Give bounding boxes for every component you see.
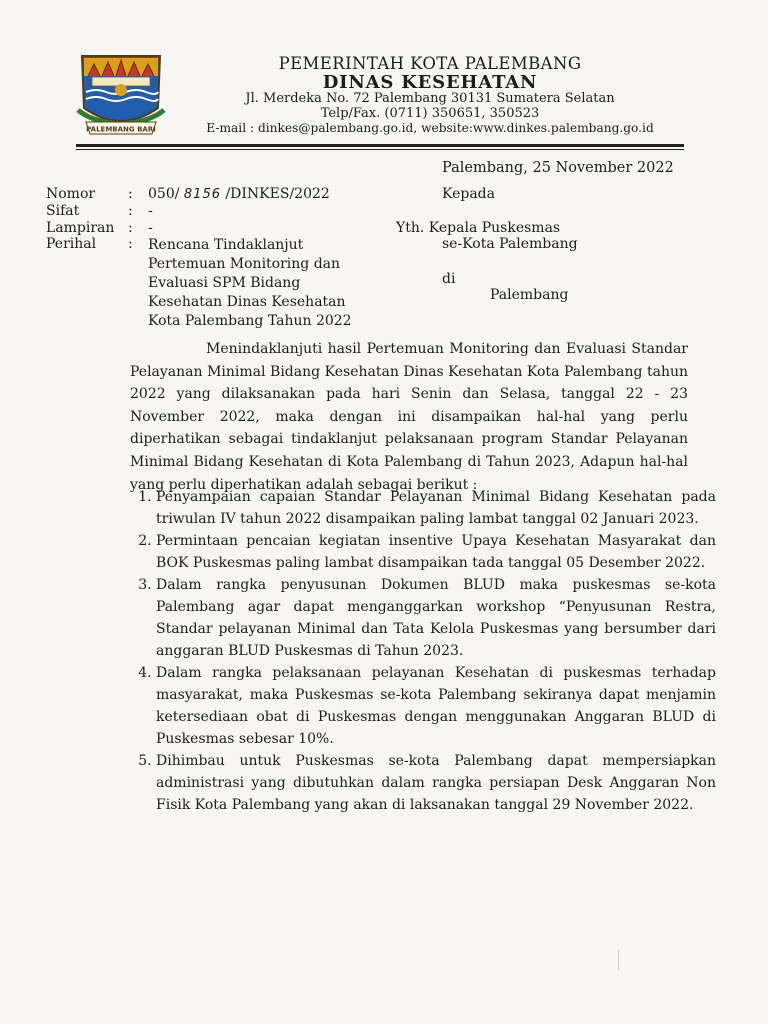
nomor-value (148, 186, 330, 202)
letterhead-contact: E-mail : dinkes@palembang.go.id, website:www.dinkes.palembang.go.id (206, 121, 654, 135)
lampiran-value: - (148, 220, 153, 236)
letterhead-telfax: Telp/Fax. (0711) 350651, 350523 (320, 106, 540, 121)
letterhead-department: DINAS KESEHATAN (322, 72, 538, 93)
list-item: 1. Penyampaian capaian Standar Pelayanan Minimal Bidang Kesehatan pada triwulan IV tahun 2022 disampaikan paling lambat tanggal 02 Januari 2023. (156, 486, 716, 530)
list-item: 5. Dihimbau untuk Puskesmas se-kota Palembang dapat mempersiapkan administrasi yang dibutuhkan dalam rangka persiapan Desk Anggaran Non Fisik Kota Palembang yang akan di laksanakan tanggal 29 November 2022. (156, 750, 716, 816)
recipient-group: se-Kota Palembang (442, 236, 578, 252)
letterhead-address: Jl. Merdeka No. 72 Palembang 30131 Sumatera Selatan (245, 91, 615, 106)
sifat-label: Sifat (46, 203, 80, 219)
sifat-value: - (148, 203, 153, 219)
recipient-yth: Yth. Kepala Puskesmas (396, 220, 561, 236)
letterhead-divider-thick (76, 144, 684, 147)
perihal-subject (148, 236, 352, 331)
recipient-city: Palembang (490, 287, 569, 303)
nomor-colon: : (128, 186, 133, 202)
letterhead-divider-thin (76, 149, 684, 150)
perihal-colon: : (128, 236, 133, 252)
lampiran-colon: : (128, 220, 133, 236)
lampiran-label: Lampiran (46, 220, 115, 236)
points-list (130, 486, 716, 816)
nomor-handwritten: 8156 (183, 187, 221, 202)
list-item: 3. Dalam rangka penyusunan Dokumen BLUD maka puskesmas se-kota Palembang agar dapat menganggarkan workshop “Penyusunan Restra, Standar pelayanan Minimal dan Tata Kelola Puskesmas yang bersumber dari anggaran BLUD Puskesmas di Tahun 2023. (156, 574, 716, 662)
recipient-di: di (442, 271, 456, 287)
list-item: 2. Permintaan pencaian kegiatan insentive Upaya Kesehatan Masyarakat dan BOK Puskesmas paling lambat disampaikan tada tanggal 05 Desember 2022. (156, 530, 716, 574)
perihal-line: Kota Palembang Tahun 2022 (148, 313, 352, 329)
recipient-kepada: Kepada (442, 186, 495, 202)
perihal-label: Perihal (46, 236, 97, 252)
letterhead-government: PEMERINTAH KOTA PALEMBANG (278, 54, 582, 73)
sifat-colon: : (128, 203, 133, 219)
city-emblem-logo (72, 50, 170, 142)
scan-artifact (618, 950, 619, 970)
letter-date: Palembang, 25 November 2022 (442, 160, 674, 176)
perihal-line: Evaluasi SPM Bidang (148, 275, 301, 291)
logo-banner-text: PALEMBANG BARI (86, 125, 156, 134)
intro-paragraph: Menindaklanjuti hasil Pertemuan Monitoring dan Evaluasi Standar Pelayanan Minimal Bidang Kesehatan Dinas Kesehatan Kota Palembang tahun 2022 yang dilaksanakan pada hari Senin dan Selasa, tanggal 22 - 23 November 2022, maka dengan ini disampaikan hal-hal yang perlu diperhatikan sebagai tindaklanjut pelaksanaan program Standar Pelayanan Minimal Bidang Kesehatan di Kota Palembang di Tahun 2023, Adapun hal-hal yang perlu diperhatikan adalah sebagai berikut : (130, 341, 688, 493)
list-item: 4. Dalam rangka pelaksanaan pelayanan Kesehatan di puskesmas terhadap masyarakat, maka Puskesmas se-kota Palembang sekiranya dapat menjamin ketersediaan obat di Puskesmas dengan menggunakan Anggaran BLUD di Puskesmas sebesar 10%. (156, 662, 716, 750)
nomor-suffix: /DINKES/2022 (225, 186, 330, 202)
perihal-line: Pertemuan Monitoring dan (148, 256, 341, 272)
nomor-label: Nomor (46, 186, 96, 202)
perihal-line: Kesehatan Dinas Kesehatan (148, 294, 346, 310)
nomor-prefix: 050/ (148, 186, 180, 202)
perihal-line: Rencana Tindaklanjut (148, 237, 304, 253)
